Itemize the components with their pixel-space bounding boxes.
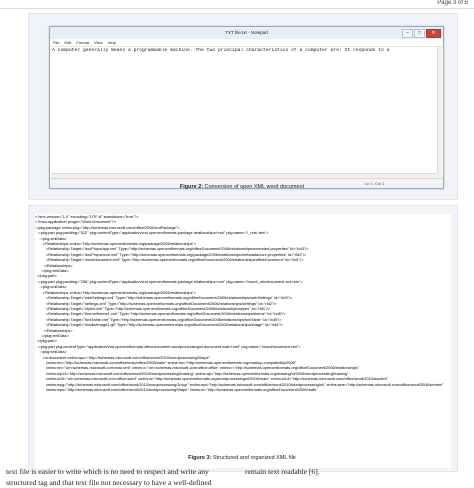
menu-view[interactable]: View bbox=[94, 40, 103, 45]
page-number: Page 3 of 5 bbox=[437, 0, 468, 6]
xml-line: <Relationship Target="docProps/core.xml" Type="http://schemas.openxmlformats.org/package/2006/relationships/metadata/core-properties" Id="rId2"/> bbox=[45, 251, 307, 257]
figure-2 bbox=[28, 13, 458, 200]
menu-bar bbox=[50, 39, 443, 47]
menu-help[interactable]: Help bbox=[107, 40, 116, 45]
window-title: TXT file.txt - Notepad bbox=[225, 30, 268, 35]
close-icon[interactable]: ✕ bbox=[426, 29, 441, 38]
xml-line: xmlns:mv="urn:schemas-microsoft-com:mac:vml" xmlns:o="urn:schemas-microsoft-com:office:office" xmlns:r="http://schemas.openxmlformats.org/officeDocument/2006/relationships" bbox=[45, 365, 360, 371]
xml-line: </Relationships> bbox=[43, 327, 73, 333]
menu-edit[interactable]: Edit bbox=[64, 40, 72, 45]
notepad-titlebar bbox=[50, 27, 443, 39]
xml-line: <Relationship Target="docProps/app.xml" Type="http://schemas.openxmlformats.org/officeDocument/2006/relationships/extended-properties" Id="rId3"/> bbox=[45, 246, 309, 252]
body-text-left: text file is easier to write which is no need to respect and write any structured tag and that text file not necessary to have a well-defined bbox=[6, 467, 212, 487]
header-rule bbox=[0, 8, 474, 9]
maximize-icon[interactable]: □ bbox=[414, 29, 425, 38]
xml-line: </pkg:part> bbox=[37, 273, 57, 279]
xml-line: xmlns:mo="http://schemas.microsoft.com/office/mac/office/2008/main" xmlns:mc="http://schemas.openxmlformats.org/markup-compatibility/2006" bbox=[45, 359, 297, 365]
xml-line: - <pkg:part pkg:padding="256" pkg:contentType="application/vnd.openxmlformats-package.relationships+xml" pkg:name="/word/_rels/document.xml.rels"> bbox=[35, 279, 451, 284]
xml-line: - <w:document xmlns:wpc="http://schemas.microsoft.com/office/word/2010/wordprocessingShape" bbox=[35, 355, 451, 360]
xml-line: - <Relationships xmlns="http://schemas.openxmlformats.org/package/2006/relationships"> bbox=[35, 290, 451, 295]
xml-line: <Relationship Target="settings.xml" Type="http://schemas.openxmlformats.org/officeDocument/2006/relationships/settings" Id="rId2"/> bbox=[45, 300, 277, 306]
xml-line: <Relationship Target="webSettings.xml" Type="http://schemas.openxmlformats.org/officeDocument/2006/relationships/webSettings" Id="rId3"/> bbox=[45, 295, 293, 301]
xml-line: - <Relationships xmlns="http://schemas.openxmlformats.org/package/2006/relationships"> bbox=[35, 241, 451, 246]
xml-line: <Relationship Target="fontTable.xml" Type="http://schemas.openxmlformats.org/officeDocument/2006/relationships/fontTable" Id="rId5"/> bbox=[45, 316, 282, 322]
xml-line: xmlns:wp14="http://schemas.microsoft.com/office/word/2010/wordprocessingDrawing" xmlns:wp="http://schemas.openxmlformats.org/drawingml/2006/wordprocessingDrawing" bbox=[45, 370, 349, 376]
caption-text: Conversion of open XML word document bbox=[204, 184, 305, 190]
figure-3 bbox=[28, 205, 458, 472]
notepad-window bbox=[49, 26, 444, 189]
menu-file[interactable]: File bbox=[53, 40, 60, 45]
menu-format[interactable]: Format bbox=[76, 40, 90, 45]
figure-3-caption bbox=[28, 455, 456, 461]
figure-2-caption bbox=[28, 184, 456, 190]
xml-line: xmlns:wps="http://schemas.microsoft.com/office/word/2010/wordprocessingShape" xmlns:m="http://schemas.openxmlformats.org/officeDocument/2006/math" bbox=[45, 387, 318, 392]
xml-line: <?xml version="1.0" encoding="UTF-8" standalone="true"?> bbox=[35, 214, 139, 219]
xml-line: xmlns:w10="urn:schemas-microsoft-com:office:word" xmlns:w="http://schemas.openxmlformats.org/wordprocessingml/2006/main" xmlns:w14="http://schemas.microsoft.com/office/word/2010/wordml" bbox=[45, 376, 388, 382]
xml-line: - <pkg:package xmlns:pkg="http://schemas.microsoft.com/office/2006/xmlPackage"> bbox=[35, 225, 451, 230]
caption-label: Figure 3: bbox=[188, 455, 212, 461]
xml-line: </pkg:xmlData> bbox=[41, 332, 69, 338]
body-text-right: remain text readable [6]. bbox=[245, 467, 320, 476]
caption-label: Figure 2: bbox=[179, 184, 204, 190]
xml-line: <Relationship Target="theme/theme1.xml" Type="http://schemas.openxmlformats.org/officeDocument/2006/relationships/theme" Id="rId6"/> bbox=[45, 311, 286, 317]
xml-line: <Relationship Target="word/document.xml" Type="http://schemas.openxmlformats.org/officeDocument/2006/relationships/officeDocument" Id="rId1"/> bbox=[45, 257, 304, 263]
xml-line: <Relationship Target="styles.xml" Type="http://schemas.openxmlformats.org/officeDocument/2006/relationships/styles" Id="rId1"/> bbox=[45, 305, 270, 311]
minimize-icon[interactable]: – bbox=[402, 29, 413, 38]
cursor-position: Ln 1, Col 1 bbox=[365, 181, 385, 186]
xml-line: - <pkg:part pkg:contentType="application/vnd.openxmlformats-officedocument.wordprocessingml.document.main+xml" pkg:name="/word/document.xml"> bbox=[35, 344, 451, 349]
xml-line: xmlns:wpg="http://schemas.microsoft.com/office/word/2010/wordprocessingGroup" xmlns:wpi="http://schemas.microsoft.com/office/word/2010/wordprocessingInk" xmlns:wne="http://schemas.microsoft.com/office/word/2006/wordml" bbox=[45, 381, 444, 387]
xml-line: - <pkg:xmlData> bbox=[35, 284, 451, 289]
xml-line: </Relationships> bbox=[43, 262, 73, 268]
xml-line: </pkg:part> bbox=[37, 338, 57, 344]
vertical-scrollbar[interactable] bbox=[437, 47, 442, 178]
notepad-text-area[interactable]: A computer generally means a programmable machine. The two principal characteristics of a computer are: It responds to a bbox=[52, 48, 390, 53]
xml-line: </pkg:xmlData> bbox=[41, 268, 69, 274]
caption-text: Structured and organized XML file bbox=[212, 455, 296, 461]
xml-document-view bbox=[35, 214, 451, 468]
xml-line: <?mso-application progid="Word.Document"?> bbox=[35, 219, 117, 225]
xml-line: - <pkg:part pkg:padding="512" pkg:contentType="application/vnd.openxmlformats-package.relationships+xml" pkg:name="/_rels/.rels"> bbox=[35, 230, 451, 235]
xml-line: <Relationship Target="media/image1.gif" Type="http://schemas.openxmlformats.org/officeDocument/2006/relationships/image" Id="rId4"/> bbox=[45, 322, 284, 328]
xml-line: - <pkg:xmlData> bbox=[35, 236, 451, 241]
xml-line: - <pkg:xmlData> bbox=[35, 349, 451, 354]
